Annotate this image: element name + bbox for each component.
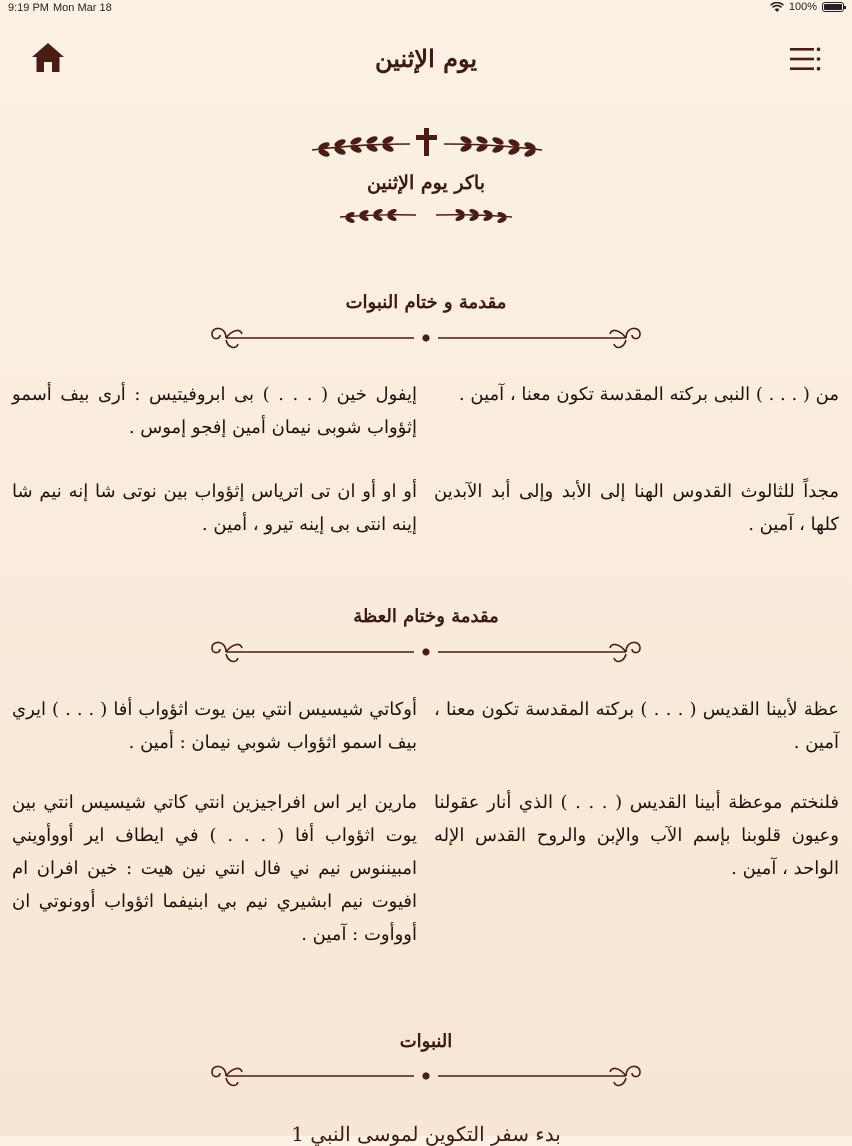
row3-arabic-text: عظة لأبينا القديس ( . . . ) بركته المقدسة تكون معنا ، آمين . bbox=[434, 699, 839, 753]
row1-arabic-text: من ( . . . ) النبى بركته المقدسة تكون معنا ، آمين . bbox=[458, 384, 839, 405]
status-right bbox=[770, 1, 844, 13]
divider-ornament bbox=[204, 634, 648, 672]
row4-arabic-text: فلنختم موعظة أبينا القديس ( . . . ) الذي أنار عقولنا وعيون قلوبنا بإسم الآب والإبن والروح القدس الإله الواحد ، آمين . bbox=[434, 792, 839, 879]
battery-icon bbox=[822, 2, 844, 12]
wifi-icon bbox=[770, 2, 784, 13]
nav-bar bbox=[0, 30, 852, 90]
row3-coptic-text: أوكاتي شيسيس انتي بين يوت اثؤواب أفا ( . . . ) ايري بيف اسمو اثؤواب شوبي نيمان : أمين . bbox=[12, 699, 417, 753]
divider-ornament bbox=[204, 1058, 648, 1096]
partial-reading-title: بدء سفر التكوين لموسى النبي 1 bbox=[291, 1122, 561, 1146]
section-title-homily-intro: مقدمة وختام العظة bbox=[353, 606, 499, 627]
row2-arabic-text: مجداً للثالوث القدوس الهنا إلى الأبد وإلى أبد الآبدين كلها ، آمين . bbox=[434, 481, 839, 535]
row2-coptic-text: أو او أو ان تى اترياس إثؤواب بين نوتى شا إنه نيم شا إينه انتى بى إينه تيرو ، أمين . bbox=[12, 481, 417, 535]
row1-coptic-text: إيفول خين ( . . . ) بى ابروفيتيس : أرى بيف أسمو إثؤواب شوبى نيمان أمين إفجو إموس . bbox=[12, 384, 417, 438]
status-time: 9:19 PM bbox=[8, 2, 49, 14]
status-bar bbox=[0, 0, 852, 18]
divider-ornament bbox=[204, 320, 648, 358]
branch-ornament bbox=[338, 206, 514, 226]
section-title-prophecies: النبوات bbox=[399, 1031, 453, 1052]
nav-title: يوم الإثنين bbox=[374, 44, 478, 73]
row4-coptic-text: مارين اير اس افراجيزين انتي كاتي شيسيس انتي بين يوت اثؤواب أفا ( . . . ) في ايطاف اير أووأويني امبيننوس نيم ني فال انتي نين هيت : خين افران ام افيوت نيم ابشيري نيم بي ابنيفما اثؤواب أوونوتي ان أووأوت : آمين . bbox=[12, 792, 417, 945]
menu-icon[interactable] bbox=[788, 44, 822, 74]
section-title-prophecies-intro: مقدمة و ختام النبوات bbox=[345, 292, 507, 313]
page-heading: باكر يوم الإثنين bbox=[366, 172, 486, 194]
battery-percent: 100% bbox=[788, 1, 817, 13]
cross-branch-ornament bbox=[310, 124, 544, 164]
status-date: Mon Mar 18 bbox=[53, 2, 112, 14]
